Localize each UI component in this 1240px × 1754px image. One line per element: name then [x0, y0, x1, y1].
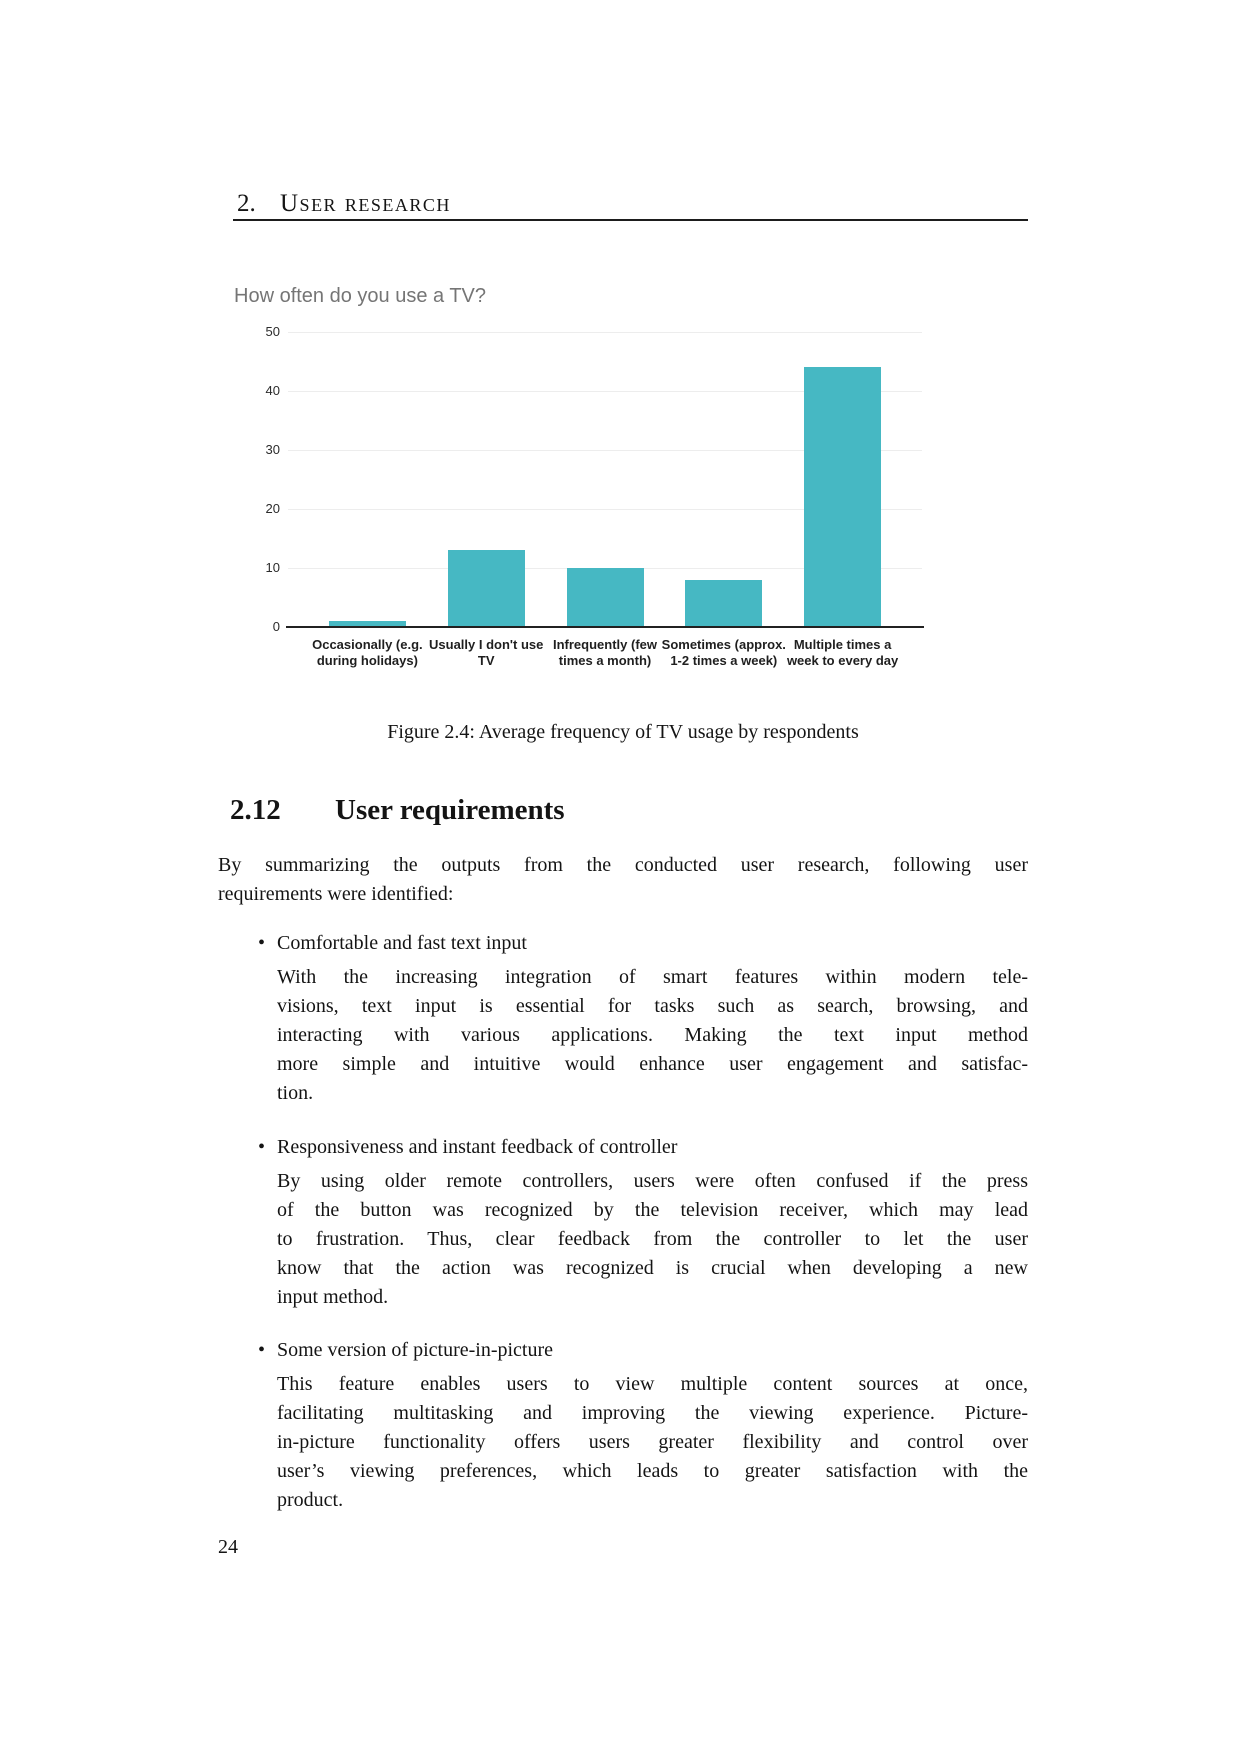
bullet-item [258, 1336, 1028, 1515]
text-line: tion. [277, 1082, 314, 1104]
bullet-label: Comfortable and fast text input [277, 932, 527, 954]
text-line: facilitating multitasking and improving the viewing experience. Picture- [277, 1402, 1028, 1424]
page-number: 24 [218, 1536, 238, 1558]
text-line: know that the action was recognized is crucial when developing a new [277, 1257, 1028, 1279]
bullet-paragraph [277, 1370, 1028, 1515]
y-axis-tick-label: 20 [265, 501, 280, 516]
bullet-paragraph [277, 963, 1028, 1108]
y-axis-tick-label: 0 [272, 619, 280, 634]
text-line: This feature enables users to view multiple content sources at once, [277, 1373, 1028, 1395]
bullet-icon: • [258, 1136, 266, 1158]
section-title: User requirements [335, 794, 565, 826]
bullet-icon: • [258, 932, 266, 954]
x-axis-category-label: Multiple times a week to every day [786, 637, 899, 668]
text-line: in-picture functionality offers users greater flexibility and control over [277, 1431, 1028, 1453]
text-line: By using older remote controllers, users were often confused if the press [277, 1170, 1028, 1192]
bullet-item [258, 929, 1028, 1108]
chart-bar [448, 550, 525, 627]
text-line: With the increasing integration of smart features within modern tele- [277, 966, 1028, 988]
bullet-item [258, 1133, 1028, 1312]
y-axis-tick-label: 30 [265, 442, 280, 457]
bullet-paragraph [277, 1167, 1028, 1312]
text-line: product. [277, 1489, 344, 1511]
y-axis-tick-label: 40 [265, 383, 280, 398]
text-line: of the button was recognized by the television receiver, which may lead [277, 1199, 1028, 1221]
chart-bar [567, 568, 644, 627]
text-line: user’s viewing preferences, which leads to greater satisfaction with the [277, 1460, 1028, 1482]
section-number: 2.12 [230, 794, 281, 826]
y-axis-tick-label: 10 [265, 560, 280, 575]
text-line: to frustration. Thus, clear feedback from the controller to let the user [277, 1228, 1028, 1250]
x-axis-category-label: Usually I don't use TV [429, 637, 544, 668]
chart-gridline [288, 332, 922, 333]
figure-caption: Figure 2.4: Average frequency of TV usage by respondents [387, 721, 859, 743]
chart-title: How often do you use a TV? [234, 285, 487, 307]
x-axis-category-label: Infrequently (few times a month) [552, 637, 657, 668]
y-axis-tick-label: 50 [265, 324, 280, 339]
chart-bar [804, 367, 881, 627]
chart-bar [685, 580, 762, 627]
x-axis-category-label: Occasionally (e.g. during holidays) [312, 637, 423, 668]
chapter-number: 2. [237, 190, 256, 217]
x-axis-baseline [286, 626, 924, 628]
text-line: requirements were identified: [218, 883, 454, 905]
x-axis-category-label: Sometimes (approx. 1-2 times a week) [661, 637, 786, 668]
header-rule [233, 219, 1028, 221]
bullet-label: Some version of picture-in-picture [277, 1339, 554, 1361]
chapter-title: User research [280, 190, 451, 217]
text-line: visions, text input is essential for tasks such as search, browsing, and [277, 995, 1028, 1017]
intro-paragraph [218, 851, 1028, 909]
text-line: more simple and intuitive would enhance user engagement and satisfac- [277, 1053, 1028, 1075]
bullet-icon: • [258, 1339, 266, 1361]
text-line: interacting with various applications. Making the text input method [277, 1024, 1028, 1046]
bullet-label: Responsiveness and instant feedback of controller [277, 1136, 678, 1158]
text-line: By summarizing the outputs from the conducted user research, following user [218, 854, 1028, 876]
text-line: input method. [277, 1286, 389, 1308]
